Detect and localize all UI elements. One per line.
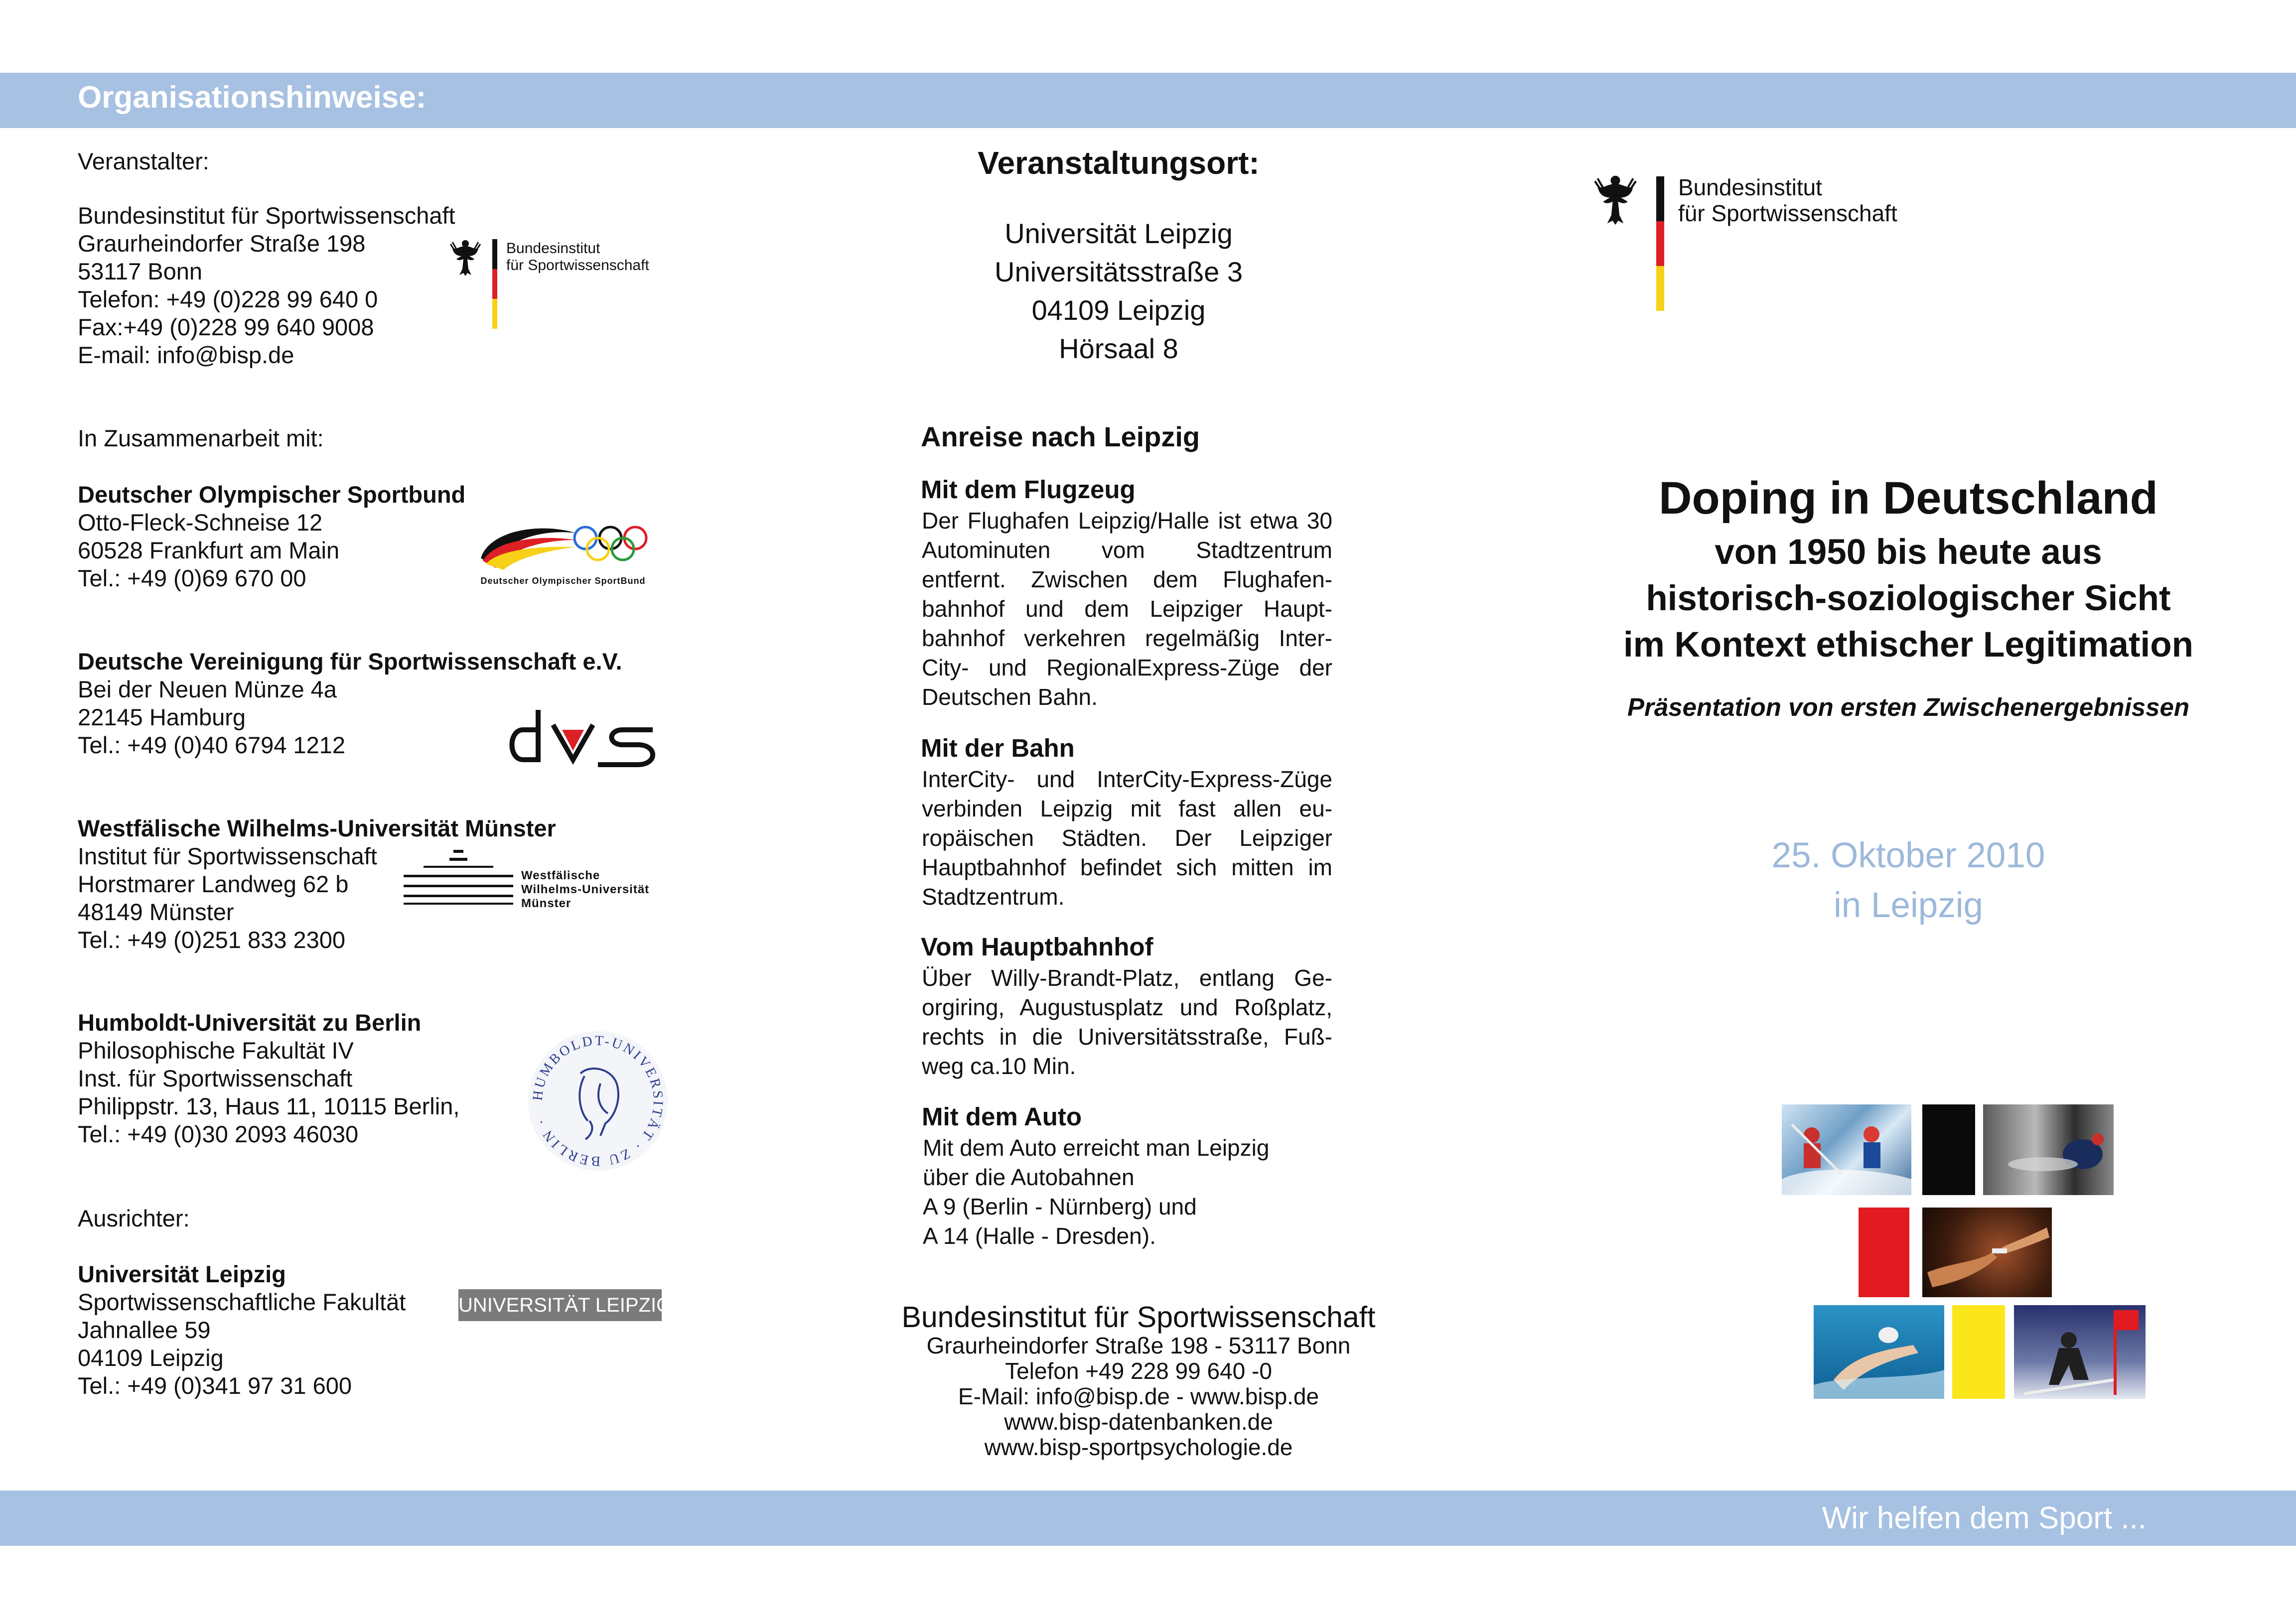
partner-name: Westfälische Wilhelms-Universität Münster	[78, 815, 556, 841]
travel-car-heading: Mit dem Auto	[922, 1102, 1082, 1131]
footer-band	[0, 1490, 2296, 1546]
bisp-contact: Bundesinstitut für Sportwissenschaft Graurheindorfer Straße 198 - 53117 Bonn Telefon +49 228 99 640 -0 E-Mail: info@bisp.de - www.bisp.de www.bisp-datenbanken.de www.bisp-sportpsychologie.de	[892, 1301, 1385, 1460]
flag-tile-gold	[1952, 1305, 2005, 1399]
ausrichter-address: Universität Leipzig Sportwissenschaftliche Fakultät Jahnallee 59 04109 Leipzig Tel.: +49 (0)341 97 31 600	[78, 1261, 406, 1399]
canoe-athletes-image	[1782, 1104, 1911, 1195]
flag-tile-red	[1859, 1208, 1909, 1297]
cooperation-label: In Zusammenarbeit mit:	[78, 425, 324, 451]
dvs-logo-icon	[508, 695, 668, 775]
dvs-logo	[508, 695, 668, 775]
event-date-place	[1579, 831, 2237, 931]
handover-image	[1922, 1208, 2052, 1297]
photo-runners	[1983, 1104, 2114, 1195]
bisp-logo-small	[449, 239, 659, 334]
header-band	[0, 73, 2296, 128]
partner-name: Deutscher Olympischer Sportbund	[78, 481, 466, 508]
swimmer-image	[1814, 1305, 1944, 1399]
slogan: Wir helfen dem Sport ...	[1822, 1501, 2147, 1535]
travel-heading: Anreise nach Leipzig	[921, 421, 1200, 452]
section-title: Organisationshinweise:	[78, 80, 427, 115]
address-line: Bundesinstitut für Sportwissenschaft	[78, 202, 455, 229]
venue-address: Universität Leipzig Universitätsstraße 3 04109 Leipzig Hörsaal 8	[995, 218, 1243, 364]
hu-seal	[526, 1029, 670, 1173]
bisp-logo-large	[1588, 174, 1907, 314]
travel-plane-text: Der Flughafen Leipzig/Halle ist etwa 30 Autominuten vom Stadtzentrum entfernt. Zwischen dem Flughafen-bahnhof und dem Leipziger Haupt-bahnhof verkehren regelmäßig Inter-City- und RegionalExpress-Züge der Deutschen Bahn.	[922, 508, 1332, 710]
email-line: E-mail: info@bisp.de	[78, 342, 294, 368]
photo-canoe	[1782, 1104, 1911, 1195]
address-line: 53117 Bonn	[78, 258, 203, 284]
ausrichter-label: Ausrichter:	[78, 1205, 190, 1231]
address-line: Telefon: +49 (0)228 99 640 0	[78, 286, 378, 312]
hu-seal-icon	[526, 1029, 670, 1173]
partner-dosb: Deutscher Olympischer Sportbund Otto-Fleck-Schneise 12 60528 Frankfurt am Main Tel.: +49 (0)69 670 00	[78, 481, 466, 591]
wwu-building-icon	[404, 847, 513, 912]
travel-train-text: InterCity- und InterCity-Express-Züge verbinden Leipzig mit fast allen eu-ropäischen Städten. Der Leipziger Hauptbahnhof befindet sich mitten im Stadtzentrum.	[922, 766, 1332, 910]
eagle-icon	[1588, 174, 1642, 226]
bisp-logo-text: Bundesinstitut für Sportwissenschaft	[1678, 174, 1897, 226]
photo-hands	[1922, 1208, 2052, 1297]
ul-logo: UNIVERSITÄT LEIPZIG	[458, 1289, 662, 1321]
partner-wwu: Westfälische Wilhelms-Universität Münster Institut für Sportwissenschaft Horstmarer Landweg 62 b 48149 Münster Tel.: +49 (0)251 833 2300	[78, 815, 556, 953]
event-tagline: Präsentation von ersten Zwischenergebnissen	[1627, 693, 2189, 721]
bisp-address	[78, 202, 455, 369]
address-line: Graurheindorfer Straße 198	[78, 230, 366, 257]
travel-station-heading: Vom Hauptbahnhof	[921, 933, 1153, 961]
flag-tile-black	[1922, 1104, 1975, 1195]
photo-swimmer	[1814, 1305, 1944, 1399]
svg-text:HUMBOLDT-UNIVERSITÄT · ZU BERL: HUMBOLDT-UNIVERSITÄT · ZU BERLIN ·	[530, 1033, 666, 1169]
travel-car-text: Mit dem Auto erreicht man Leipzig über die Autobahnen A 9 (Berlin - Nürnberg) und A 14 (Halle - Dresden).	[923, 1135, 1270, 1249]
travel-train-heading: Mit der Bahn	[921, 734, 1075, 762]
photo-skier	[2014, 1305, 2146, 1399]
dosb-logo	[476, 518, 650, 593]
german-flag-bar	[1656, 176, 1664, 311]
address-line: Fax:+49 (0)228 99 640 9008	[78, 314, 374, 340]
skier-image	[2014, 1305, 2146, 1399]
wwu-logo-text: Westfälische Wilhelms-Universität Münster	[521, 869, 650, 910]
olympic-rings-icon	[476, 518, 650, 575]
ausrichter-name: Universität Leipzig	[78, 1261, 286, 1287]
partner-hu: Humboldt-Universität zu Berlin Philosophische Fakultät IV Inst. für Sportwissenschaft Philippstr. 13, Haus 11, 10115 Berlin, Tel.: +49 (0)30 2093 46030	[78, 1009, 460, 1147]
partner-name: Deutsche Vereinigung für Sportwissenschaft e.V.	[78, 648, 622, 675]
partner-dvs: Deutsche Vereinigung für Sportwissenschaft e.V. Bei der Neuen Münze 4a 22145 Hamburg Tel.: +49 (0)40 6794 1212	[78, 648, 622, 758]
dosb-logo-text: Deutscher Olympischer SportBund	[480, 576, 646, 586]
venue-heading: Veranstaltungsort:	[978, 145, 1260, 181]
partner-name: Humboldt-Universität zu Berlin	[78, 1009, 422, 1036]
eagle-icon	[449, 239, 481, 277]
event-place: in Leipzig	[1834, 886, 1983, 925]
contact-name: Bundesinstitut für Sportwissenschaft	[901, 1301, 1376, 1334]
veranstalter-label: Veranstalter:	[78, 148, 209, 174]
event-subtitle: von 1950 bis heute aus historisch-soziologischer Sicht im Kontext ethischer Legitimation	[1623, 533, 2194, 665]
travel-plane-heading: Mit dem Flugzeug	[921, 475, 1136, 504]
bisp-logo-text: Bundesinstitut für Sportwissenschaft	[506, 240, 649, 273]
wwu-logo	[404, 847, 673, 917]
runners-image	[1983, 1104, 2114, 1195]
event-date: 25. Oktober 2010	[1771, 836, 2045, 875]
german-flag-bar	[492, 239, 497, 329]
travel-station-text: Über Willy-Brandt-Platz, entlang Ge-orgiring, Augustusplatz und Roßplatz, rechts in die Universitätsstraße, Fuß-weg ca.10 Min.	[922, 965, 1332, 1079]
event-title: Doping in Deutschland	[1659, 473, 2158, 524]
